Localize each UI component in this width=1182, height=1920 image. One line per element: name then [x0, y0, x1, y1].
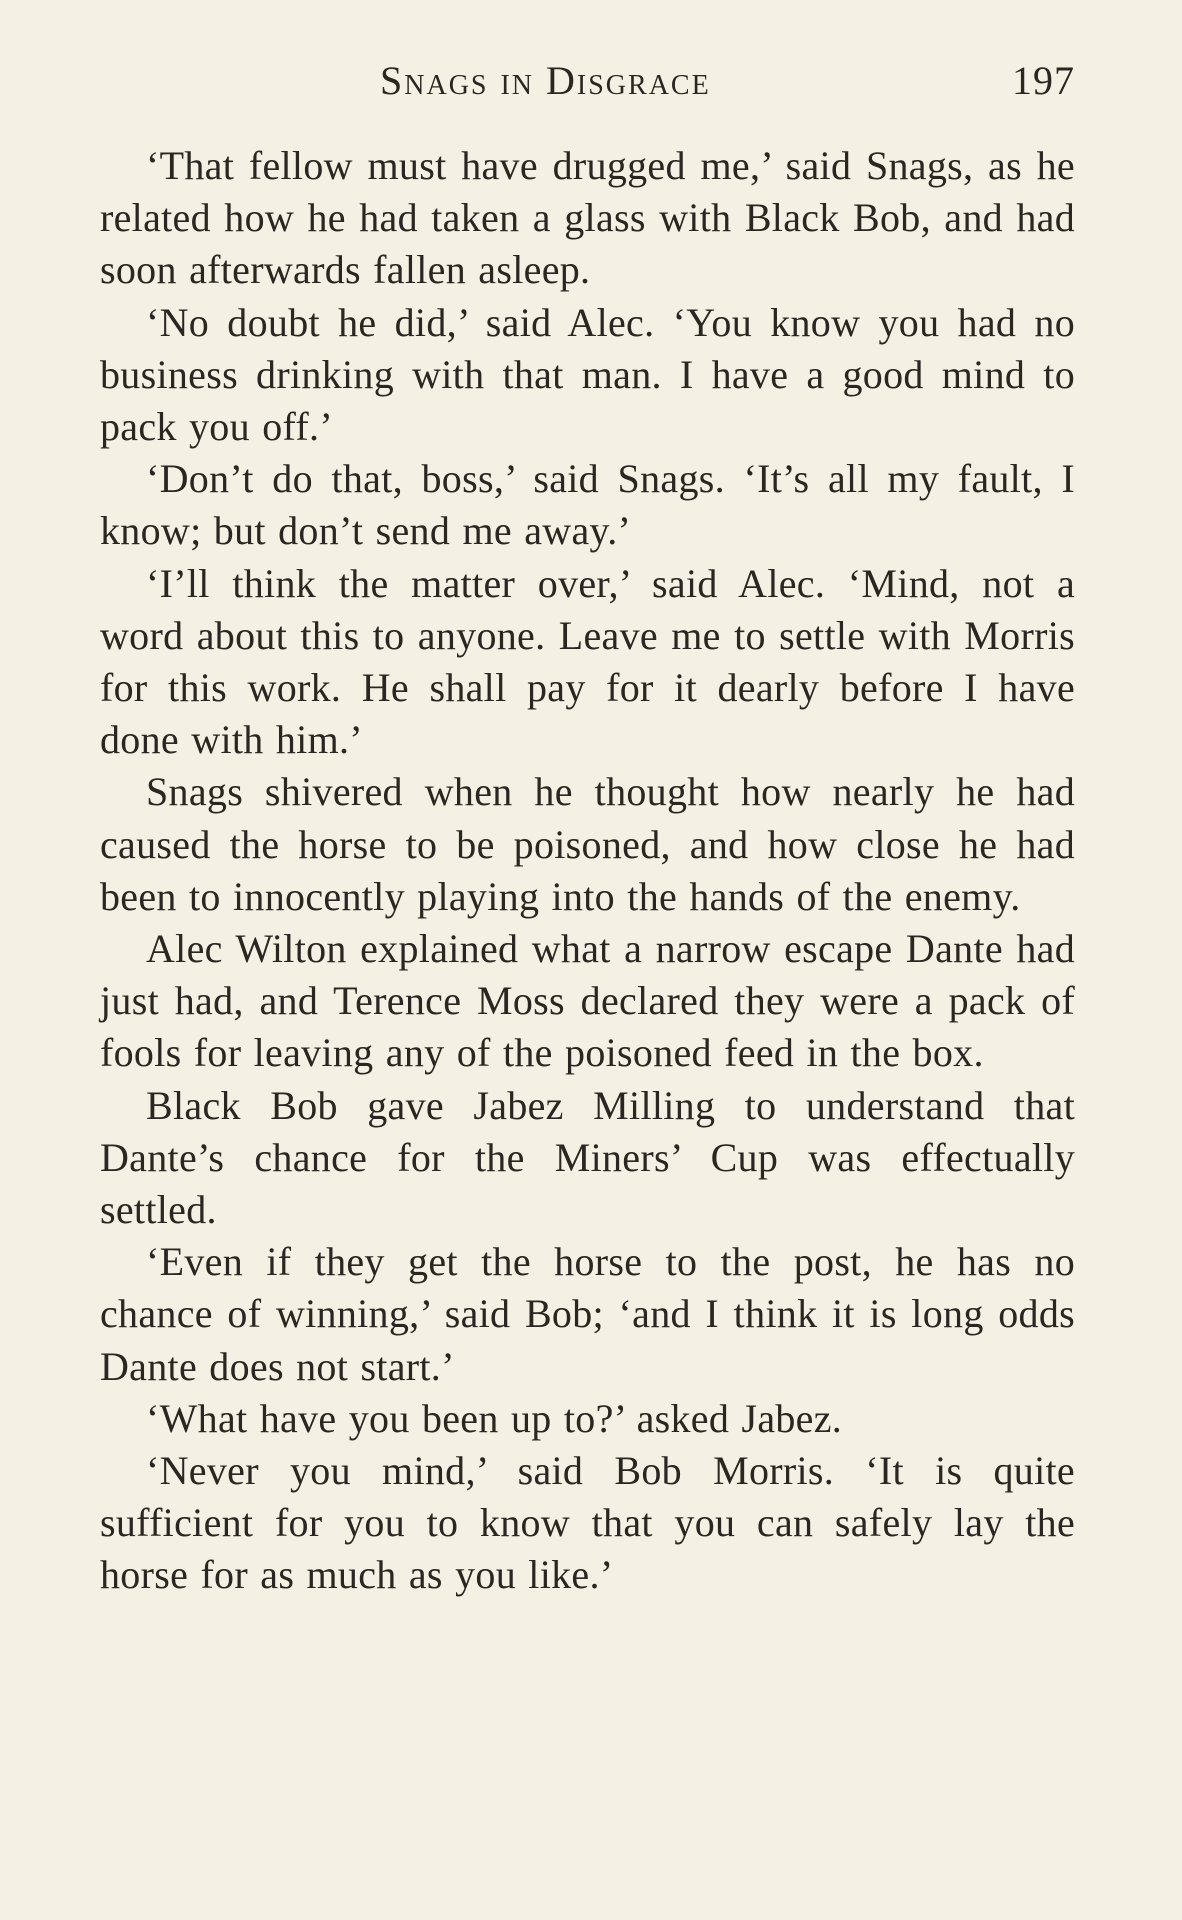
- body-text: [100, 140, 1075, 1602]
- paragraph: Black Bob gave Jabez Milling to understand that Dante’s chance for the Miners’ Cup was effectually settled.: [100, 1082, 1075, 1233]
- running-head: [100, 56, 1075, 106]
- paragraph: ‘Never you mind,’ said Bob Morris. ‘It is quite sufficient for you to know that you can safely lay the horse for as much as you like.’: [100, 1448, 1075, 1598]
- paragraph: ‘What have you been up to?’ asked Jabez.: [146, 1395, 843, 1441]
- paragraph: ‘I’ll think the matter over,’ said Alec. ‘Mind, not a word about this to anyone. Leave me to settle with Morris for this work. He shall pay for it dearly before I have done with him.’: [100, 560, 1075, 763]
- paragraph: ‘No doubt he did,’ said Alec. ‘You know you had no business drinking with that man. I have a good mind to pack you off.’: [100, 299, 1075, 450]
- paragraph: Snags shivered when he thought how nearly he had caused the horse to be poisoned, and how close he had been to innocently playing into the hands of the enemy.: [100, 769, 1075, 919]
- paragraph: ‘Don’t do that, boss,’ said Snags. ‘It’s all my fault, I know; but don’t send me away.’: [100, 456, 1075, 554]
- paragraph: ‘That fellow must have drugged me,’ said Snags, as he related how he had taken a glass with Black Bob, and had soon afterwards fallen asleep.: [100, 143, 1075, 293]
- paragraph: Alec Wilton explained what a narrow escape Dante had just had, and Terence Moss declared they were a pack of fools for leaving any of the poisoned feed in the box.: [100, 926, 1075, 1076]
- page-number: 197: [1012, 58, 1075, 103]
- paragraph: ‘Even if they get the horse to the post, he has no chance of winning,’ said Bob; ‘and I think it is long odds Dante does not start.’: [100, 1239, 1075, 1389]
- chapter-title: Snags in Disgrace: [380, 58, 711, 103]
